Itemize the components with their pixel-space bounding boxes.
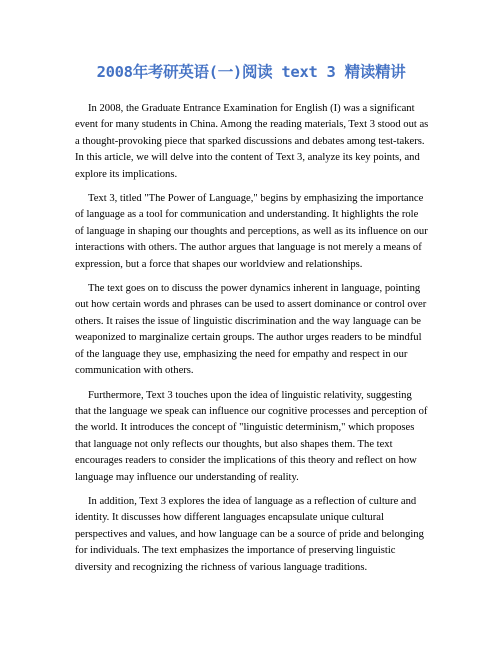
paragraph-3: The text goes on to discuss the power dynamics inherent in language, pointing out how certain words and phrases can be used to assert dominance or control over others. It raises the issue of linguistic discrimination and the way language can be weaponized to marginalize certain groups. The author urges readers to be mindful of the language they use, emphasizing the need for empathy and respect in our communication with others. [75,283,427,377]
paragraph-5: In addition, Text 3 explores the idea of language as a reflection of culture and identity. It discusses how different languages encapsulate unique cultural perspectives and values, and how language can be a source of pride and belonging for individuals. The text emphasizes the importance of preserving linguistic diversity and recognizing the richness of various language traditions. [75,495,424,573]
document-title: 2008年考研英语(一)阅读 text 3 精读精讲 [96,63,406,81]
paragraph-1: In 2008, the Graduate Entrance Examination for English (I) was a significant event for many students in China. Among the reading materials, Text 3 stood out as a thought-provoking piece that sparked discussions and debates among test-takers. In this article, we will delve into the content of Text 3, analyze its key points, and explore its implications. [75,103,429,180]
paragraph-2: Text 3, titled "The Power of Language," begins by emphasizing the importance of language as a tool for communication and understanding. It highlights the role of language in shaping our thoughts and perceptions, as well as its influence on our interactions with others. The author argues that language is not merely a means of expression, but a force that shapes our worldview and relationships. [75,193,428,270]
paragraph-4: Furthermore, Text 3 touches upon the idea of linguistic relativity, suggesting that the language we speak can influence our cognitive processes and perception of the world. It introduces the concept of "linguistic determinism," which proposes that language not only reflects our thoughts, but also shapes them. The text encourages readers to consider the implications of this theory and reflect on how language may influence our understanding of reality. [75,389,428,483]
document-body [75,101,429,584]
